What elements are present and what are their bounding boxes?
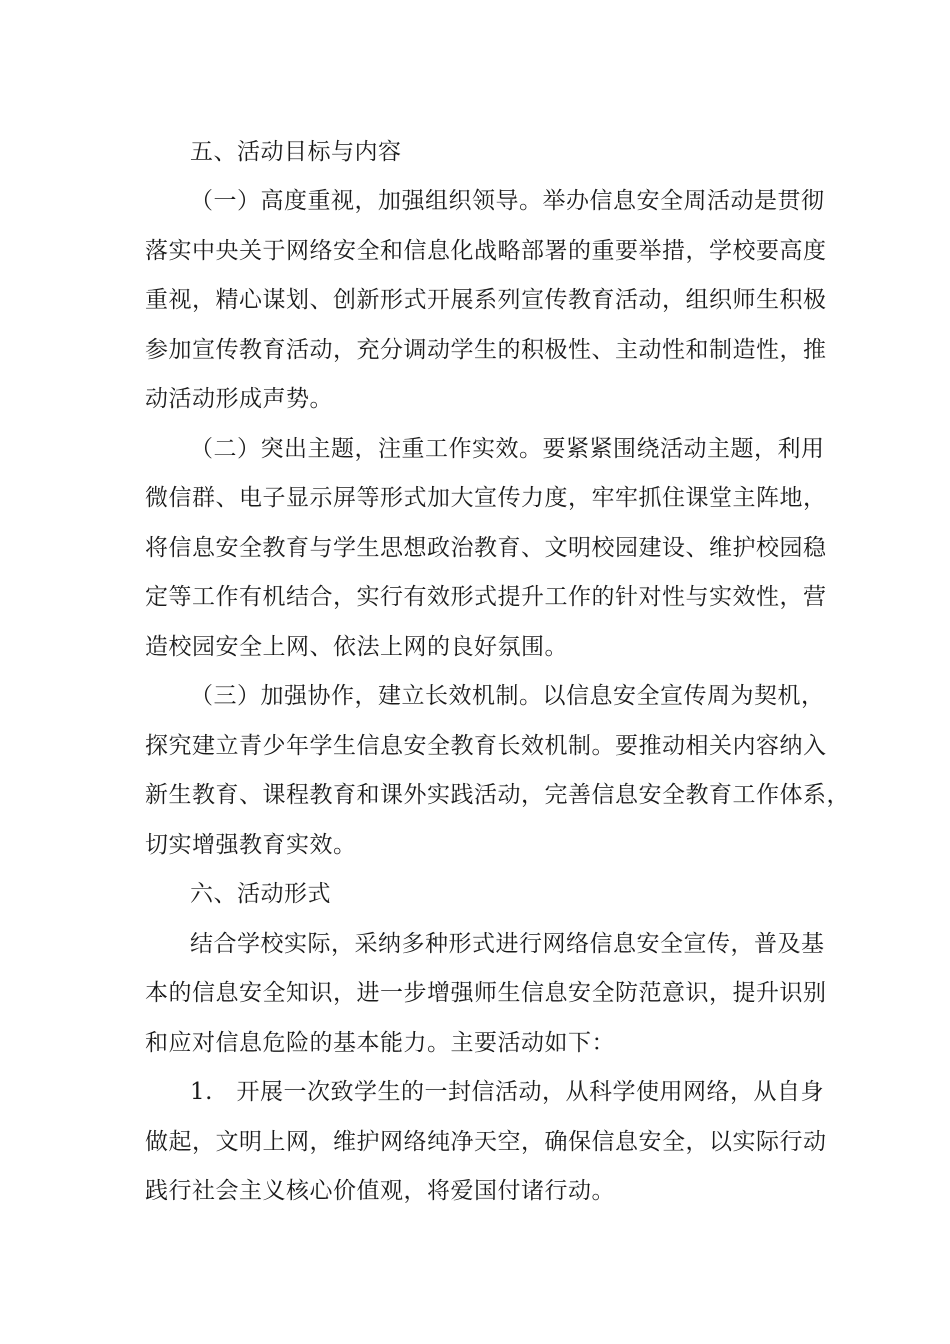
list-item-line: 1. 开展一次致学生的一封信活动，从科学使用网络，从自身 (190, 1079, 824, 1105)
paragraph-line: 造校园安全上网、依法上网的良好氛围。 (145, 634, 568, 660)
list-item-line: 践行社会主义核心价值观，将爱国付诸行动。 (145, 1178, 615, 1204)
paragraph-line: 探究建立青少年学生信息安全教育长效机制。要推动相关内容纳入 (145, 733, 827, 759)
paragraph-line: （一）高度重视，加强组织领导。举办信息安全周活动是贯彻 (190, 188, 825, 214)
paragraph-line: 将信息安全教育与学生思想政治教育、文明校园建设、维护校园稳 (145, 535, 827, 561)
paragraph-line: 微信群、电子显示屏等形式加大宣传力度，牢牢抓住课堂主阵地， (145, 485, 827, 511)
paragraph-line: 重视，精心谋划、创新形式开展系列宣传教育活动，组织师生积极 (145, 287, 827, 313)
paragraph-line: 动活动形成声势。 (145, 386, 333, 412)
paragraph-line: 落实中央关于网络安全和信息化战略部署的重要举措，学校要高度 (145, 238, 827, 264)
paragraph-line: 和应对信息危险的基本能力。主要活动如下： (145, 1030, 615, 1056)
paragraph-line: 新生教育、课程教育和课外实践活动，完善信息安全教育工作体系， (145, 782, 850, 808)
paragraph-line: （二）突出主题，注重工作实效。要紧紧围绕活动主题，利用 (190, 436, 825, 462)
paragraph-line: 定等工作有机结合，实行有效形式提升工作的针对性与实效性，营 (145, 584, 827, 610)
paragraph-line: 参加宣传教育活动，充分调动学生的积极性、主动性和制造性，推 (145, 337, 827, 363)
section-heading-forms: 六、活动形式 (190, 881, 331, 907)
section-heading-goals: 五、活动目标与内容 (190, 139, 402, 165)
paragraph-line: 结合学校实际，采纳多种形式进行网络信息安全宣传，普及基 (190, 931, 825, 957)
paragraph-line: 切实增强教育实效。 (145, 832, 357, 858)
list-item-line: 做起，文明上网，维护网络纯净天空，确保信息安全，以实际行动 (145, 1129, 827, 1155)
paragraph-line: 本的信息安全知识，进一步增强师生信息安全防范意识，提升识别 (145, 980, 827, 1006)
paragraph-line: （三）加强协作，建立长效机制。以信息安全宣传周为契机， (190, 683, 825, 709)
